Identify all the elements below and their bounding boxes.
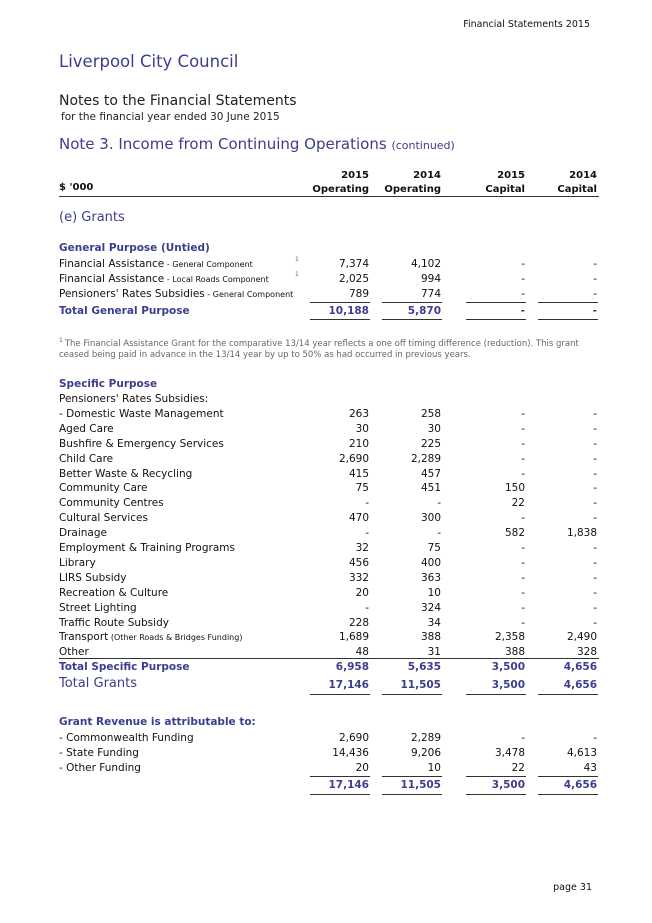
- cell: 43: [583, 762, 597, 774]
- rule: [538, 776, 598, 777]
- cell: -: [521, 437, 525, 450]
- cell: -: [521, 512, 525, 525]
- cell: 388: [420, 631, 441, 644]
- cell: -: [593, 422, 597, 435]
- row-label: [59, 572, 127, 584]
- cell: 48: [355, 646, 369, 659]
- col4-year: 2014: [569, 170, 597, 181]
- row-label: [59, 646, 89, 658]
- cell: 9,206: [410, 747, 441, 759]
- cell: 210: [348, 437, 369, 450]
- cell: -: [521, 288, 525, 300]
- row-label: [59, 762, 141, 774]
- cell: 11,505: [400, 779, 441, 791]
- cell: -: [521, 542, 525, 554]
- rule: [382, 319, 442, 320]
- cell: -: [521, 586, 525, 599]
- table-row: [0, 423, 652, 438]
- cell: 328: [576, 646, 597, 659]
- row-label-sub: (Other Roads & Bridges Funding): [108, 633, 243, 643]
- row-label: [59, 453, 113, 465]
- row-label: [59, 258, 253, 270]
- cell: 2,289: [410, 452, 441, 465]
- col3-year: 2015: [497, 170, 525, 181]
- cell: 22: [511, 762, 525, 774]
- general-purpose-title: General Purpose (Untied): [59, 242, 210, 254]
- total-general-row: [0, 305, 652, 320]
- rule: [59, 658, 599, 659]
- row-label-main: Pensioners' Rates Subsidies:: [59, 393, 209, 405]
- cell: 31: [427, 646, 441, 659]
- row-label: [59, 631, 242, 643]
- cell: 32: [355, 542, 369, 554]
- cell: -: [521, 258, 525, 270]
- page-number: page 31: [553, 882, 592, 893]
- cell: -: [520, 305, 525, 317]
- cell: 228: [348, 616, 369, 629]
- rule: [310, 694, 370, 695]
- row-label: [59, 512, 148, 524]
- unit-label: $ '000: [59, 182, 94, 193]
- cell: 994: [420, 273, 441, 285]
- cell: 7,374: [338, 258, 369, 270]
- cell: -: [521, 616, 525, 629]
- cell: 20: [355, 586, 369, 599]
- col4-header: [527, 169, 597, 197]
- total-specific-row: [0, 661, 652, 676]
- table-row: [0, 602, 652, 617]
- cell: 5,870: [407, 305, 441, 317]
- cell: -: [593, 482, 597, 495]
- table-row: [0, 762, 652, 777]
- row-label: [59, 747, 139, 759]
- row-label-sub: - General Component: [164, 260, 253, 269]
- row-label-main: Financial Assistance: [59, 258, 165, 270]
- cell: 456: [348, 556, 369, 569]
- row-label: [59, 288, 293, 300]
- cell: -: [521, 571, 525, 584]
- cell: -: [521, 556, 525, 569]
- cell: 17,146: [328, 679, 369, 691]
- table-row: [0, 512, 652, 527]
- footnote-ref: 1: [295, 271, 299, 278]
- cell: -: [593, 732, 597, 744]
- col1-header: [299, 169, 369, 197]
- table-row: [0, 617, 652, 632]
- cell: 4,613: [566, 747, 597, 759]
- row-label-main: Cultural Services: [59, 512, 148, 525]
- row-label-main: - Domestic Waste Management: [59, 407, 224, 420]
- row-label-sub: - Local Roads Component: [164, 275, 269, 284]
- col1-year: 2015: [341, 170, 369, 181]
- cell: -: [593, 616, 597, 629]
- rule: [466, 776, 526, 777]
- cell: -: [521, 422, 525, 435]
- cell: 263: [348, 407, 369, 420]
- table-row: [0, 732, 652, 747]
- cell: -: [593, 407, 597, 420]
- cell: 6,958: [335, 661, 369, 673]
- cell: 4,102: [410, 258, 441, 270]
- cell: -: [593, 542, 597, 554]
- rule: [538, 319, 598, 320]
- table-row: [0, 468, 652, 483]
- rule: [466, 302, 526, 303]
- row-label: [59, 393, 208, 405]
- row-label: Total General Purpose: [59, 305, 190, 317]
- cell: 75: [427, 542, 441, 554]
- rule: [382, 694, 442, 695]
- cell: 258: [420, 407, 441, 420]
- cell: 4,656: [563, 779, 597, 791]
- rule: [310, 319, 370, 320]
- table-row: [0, 557, 652, 572]
- cell: -: [365, 601, 369, 614]
- cell: -: [593, 437, 597, 450]
- cell: 20: [355, 762, 369, 774]
- rule: [538, 694, 598, 695]
- cell: 4,656: [563, 661, 597, 673]
- cell: 451: [420, 482, 441, 495]
- table-row: [0, 542, 652, 557]
- row-label: Total Specific Purpose: [59, 661, 190, 673]
- cell: 150: [504, 482, 525, 495]
- rule: [382, 794, 442, 795]
- table-row: [0, 747, 652, 762]
- row-label: [59, 408, 224, 420]
- cell: 774: [420, 288, 441, 300]
- row-label-main: Child Care: [59, 452, 114, 465]
- cell: -: [521, 601, 525, 614]
- row-label: [59, 497, 164, 509]
- table-row: [0, 438, 652, 453]
- cell: 582: [504, 527, 525, 540]
- footnote-text: The Financial Assistance Grant for the comparative 13/14 year reflects a one off timing difference (reduction). This grant ceased being paid in advance in the 13/14 year by up to 50% as had occurred in previous years.: [59, 338, 579, 360]
- table-row: [0, 572, 652, 587]
- row-label-sub: - General Component: [204, 290, 294, 299]
- col2-year: 2014: [413, 170, 441, 181]
- cell: 457: [420, 467, 441, 480]
- table-row: [0, 408, 652, 423]
- row-label: [59, 527, 107, 539]
- cell: 363: [420, 571, 441, 584]
- cell: 22: [511, 497, 525, 510]
- rule: [310, 776, 370, 777]
- row-label: [59, 542, 235, 554]
- row-label-main: Employment & Training Programs: [59, 542, 235, 554]
- cell: 5,635: [407, 661, 441, 673]
- row-label-main: Community Care: [59, 482, 148, 495]
- cell: 470: [348, 512, 369, 525]
- row-label: [59, 468, 192, 480]
- row-label-main: Financial Assistance: [59, 273, 165, 285]
- row-label: [59, 557, 96, 569]
- cell: 324: [420, 601, 441, 614]
- cell: 3,500: [491, 661, 525, 673]
- notes-title: Notes to the Financial Statements: [59, 93, 297, 109]
- col2-type: Operating: [384, 184, 441, 195]
- row-label-main: Recreation & Culture: [59, 586, 169, 599]
- row-label-main: Aged Care: [59, 422, 114, 435]
- row-label: [59, 732, 194, 744]
- rule: [538, 302, 598, 303]
- attributable-title: Grant Revenue is attributable to:: [59, 716, 256, 728]
- cell: 415: [348, 467, 369, 480]
- cell: -: [593, 586, 597, 599]
- note-title: [59, 135, 455, 153]
- row-label: Total Grants: [59, 676, 137, 691]
- cell: 388: [504, 646, 525, 659]
- cell: -: [437, 497, 441, 510]
- cell: 225: [420, 437, 441, 450]
- table-row: [0, 482, 652, 497]
- table-row: [0, 631, 652, 646]
- cell: 75: [355, 482, 369, 495]
- cell: -: [437, 527, 441, 540]
- cell: -: [593, 288, 597, 300]
- cell: -: [593, 512, 597, 525]
- cell: -: [521, 452, 525, 465]
- cell: 11,505: [400, 679, 441, 691]
- cell: 3,500: [491, 779, 525, 791]
- cell: -: [521, 732, 525, 744]
- attributable-total-row: [0, 779, 652, 794]
- cell: -: [521, 467, 525, 480]
- total-grants-row: [0, 676, 652, 694]
- cell: 300: [420, 512, 441, 525]
- row-label-main: Drainage: [59, 527, 107, 540]
- row-label: [59, 602, 137, 614]
- cell: 400: [420, 556, 441, 569]
- col3-type: Capital: [485, 184, 525, 195]
- rule: [310, 302, 370, 303]
- table-row: [0, 646, 652, 661]
- rule: [382, 302, 442, 303]
- cell: 2,490: [566, 631, 597, 644]
- table-row: [0, 497, 652, 512]
- rule: [466, 319, 526, 320]
- cell: 332: [348, 571, 369, 584]
- table-row: [0, 273, 652, 288]
- cell: 3,500: [491, 679, 525, 691]
- row-label-main: - State Funding: [59, 747, 139, 759]
- row-label-main: Pensioners' Rates Subsidies: [59, 288, 205, 300]
- row-label: [59, 423, 114, 435]
- row-label-main: Traffic Route Subsidy: [59, 616, 169, 629]
- cell: 2,025: [338, 273, 369, 285]
- cell: 17,146: [328, 779, 369, 791]
- rule: [538, 794, 598, 795]
- cell: 2,289: [410, 732, 441, 744]
- cell: -: [593, 497, 597, 510]
- cell: 34: [427, 616, 441, 629]
- row-label-main: Other: [59, 646, 89, 659]
- row-label: [59, 617, 169, 629]
- cell: 2,358: [494, 631, 525, 644]
- col4-type: Capital: [557, 184, 597, 195]
- header-rule: [59, 196, 599, 197]
- note-title-text: Note 3. Income from Continuing Operations: [59, 135, 387, 153]
- cell: -: [593, 258, 597, 270]
- col1-type: Operating: [312, 184, 369, 195]
- cell: -: [593, 601, 597, 614]
- table-row: [0, 453, 652, 468]
- row-label: [59, 587, 168, 599]
- cell: 10: [427, 762, 441, 774]
- row-label-main: - Commonwealth Funding: [59, 732, 194, 744]
- row-label: [59, 273, 269, 285]
- cell: 1,838: [566, 527, 597, 540]
- table-row: [0, 587, 652, 602]
- row-label-main: Community Centres: [59, 497, 164, 510]
- cell: 1,689: [338, 631, 369, 644]
- cell: -: [365, 527, 369, 540]
- cell: -: [592, 305, 597, 317]
- footnote-ref: 1: [295, 256, 299, 263]
- council-name: Liverpool City Council: [59, 52, 239, 71]
- rule: [382, 776, 442, 777]
- cell: 10,188: [328, 305, 369, 317]
- col2-header: [371, 169, 441, 197]
- cell: 2,690: [338, 732, 369, 744]
- notes-subtitle: for the financial year ended 30 June 2015: [61, 111, 280, 123]
- cell: -: [593, 556, 597, 569]
- table-row: [0, 527, 652, 542]
- rule: [466, 794, 526, 795]
- cell: 2,690: [338, 452, 369, 465]
- cell: -: [521, 407, 525, 420]
- cell: -: [593, 571, 597, 584]
- row-label-main: Library: [59, 556, 96, 569]
- cell: 14,436: [332, 747, 369, 759]
- row-label: [59, 482, 147, 494]
- rule: [310, 794, 370, 795]
- table-row: [0, 393, 652, 408]
- cell: -: [593, 273, 597, 285]
- cell: 30: [427, 422, 441, 435]
- specific-purpose-title: Specific Purpose: [59, 378, 158, 390]
- cell: 4,656: [563, 679, 597, 691]
- row-label-main: Better Waste & Recycling: [59, 467, 193, 480]
- row-label-main: LIRS Subsidy: [59, 571, 127, 584]
- cell: 30: [355, 422, 369, 435]
- row-label-main: - Other Funding: [59, 762, 141, 774]
- note-title-suffix: (continued): [391, 139, 455, 152]
- footnote: [59, 335, 599, 361]
- table-row: [0, 288, 652, 303]
- table-row: [0, 258, 652, 273]
- cell: -: [593, 452, 597, 465]
- row-label-main: Street Lighting: [59, 601, 137, 614]
- cell: -: [521, 273, 525, 285]
- footnote-mark: 1: [59, 337, 63, 344]
- running-header: Financial Statements 2015: [463, 19, 590, 30]
- cell: -: [593, 467, 597, 480]
- rule: [466, 694, 526, 695]
- cell: 3,478: [494, 747, 525, 759]
- section-title: (e) Grants: [59, 210, 125, 225]
- row-label-main: Bushfire & Emergency Services: [59, 437, 224, 450]
- cell: 789: [348, 288, 369, 300]
- row-label-main: Transport: [59, 631, 109, 644]
- cell: -: [365, 497, 369, 510]
- row-label: [59, 438, 224, 450]
- col3-header: [455, 169, 525, 197]
- cell: 10: [427, 586, 441, 599]
